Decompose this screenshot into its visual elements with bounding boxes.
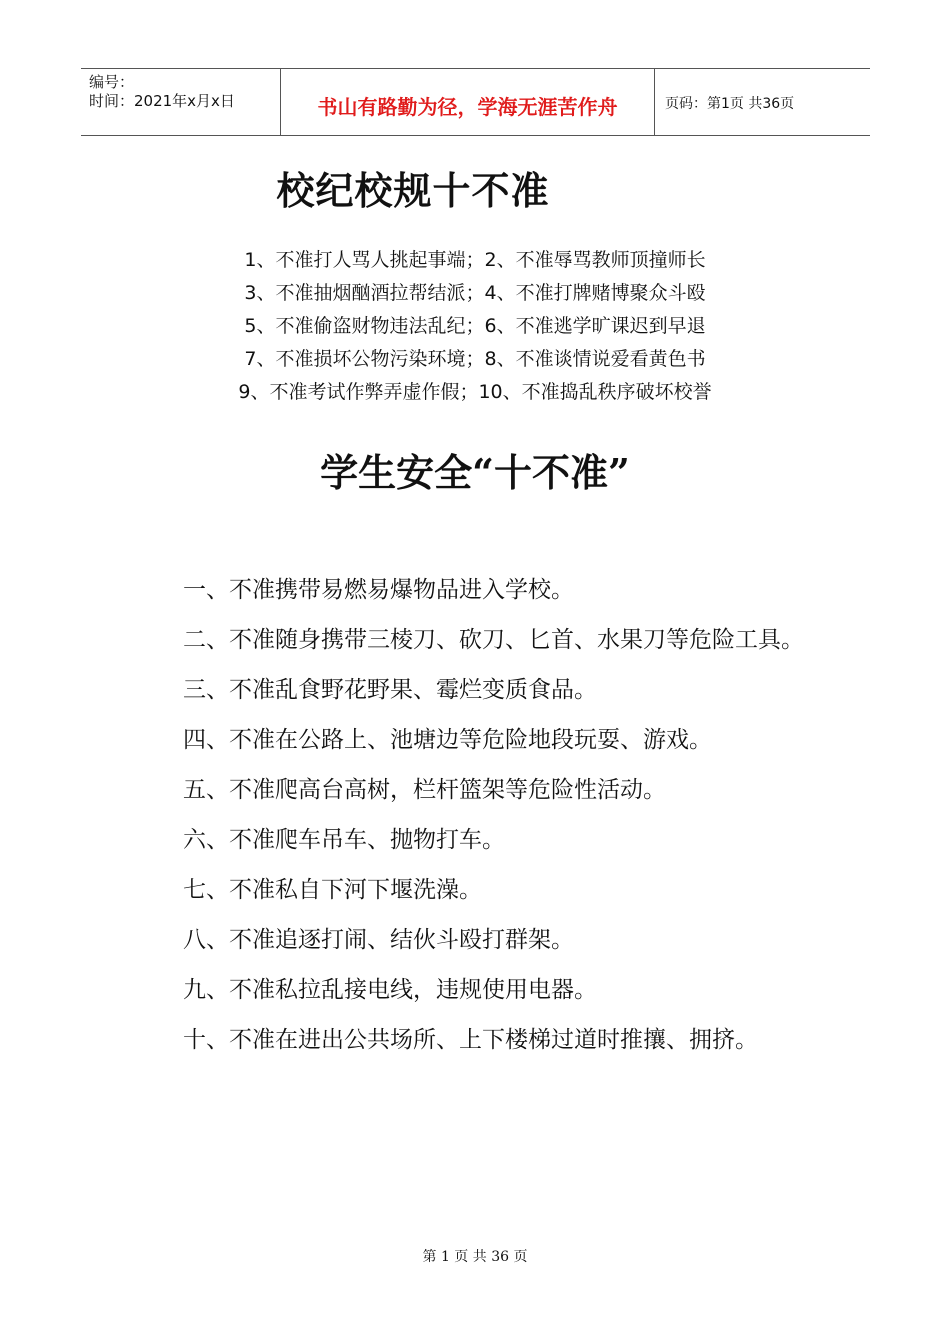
header-meta-cell (81, 69, 281, 135)
rule-line: 3、不准抽烟酗酒拉帮结派；4、不准打牌赌博聚众斗殴 (244, 282, 706, 304)
rule-line: 1、不准打人骂人挑起事端；2、不准辱骂教师顶撞师长 (244, 249, 706, 271)
safety-item: 一、不准携带易燃易爆物品进入学校。 (183, 577, 574, 603)
safety-item: 九、不准私拉乱接电线，违规使用电器。 (183, 977, 597, 1003)
safety-item: 五、不准爬高台高树，栏杆篮架等危险性活动。 (183, 777, 666, 803)
school-rules-list (0, 244, 950, 409)
header-table (81, 68, 870, 136)
safety-item: 十、不准在进出公共场所、上下楼梯过道时推攘、拥挤。 (183, 1027, 758, 1053)
safety-item: 六、不准爬车吊车、抛物打车。 (183, 827, 505, 853)
rule-line: 5、不准偷盗财物违法乱纪；6、不准逃学旷课迟到早退 (244, 315, 706, 337)
section2-title: 学生安全“十不准” (320, 450, 630, 495)
rule-line: 7、不准损坏公物污染环境；8、不准谈情说爱看黄色书 (244, 348, 706, 370)
safety-item: 四、不准在公路上、池塘边等危险地段玩耍、游戏。 (183, 727, 712, 753)
safety-item: 七、不准私自下河下堰洗澡。 (183, 877, 482, 903)
document-date: 时间：2021年x月x日 (89, 92, 235, 110)
safety-item: 二、不准随身携带三棱刀、砍刀、匕首、水果刀等危险工具。 (183, 627, 804, 653)
page-footer: 第 1 页 共 36 页 (422, 1249, 528, 1265)
rule-line: 9、不准考试作弊弄虚作假；10、不准捣乱秩序破坏校誉 (238, 381, 712, 403)
safety-item: 三、不准乱食野花野果、霉烂变质食品。 (183, 677, 597, 703)
header-page-info: 页码：第1页 共36页 (665, 96, 795, 112)
safety-item: 八、不准追逐打闹、结伙斗殴打群架。 (183, 927, 574, 953)
document-number: 编号： (89, 73, 135, 91)
section1-title: 校纪校规十不准 (276, 168, 550, 213)
safety-rules-list (145, 565, 825, 1065)
header-motto: 书山有路勤为径，学海无涯苦作舟 (281, 69, 655, 135)
